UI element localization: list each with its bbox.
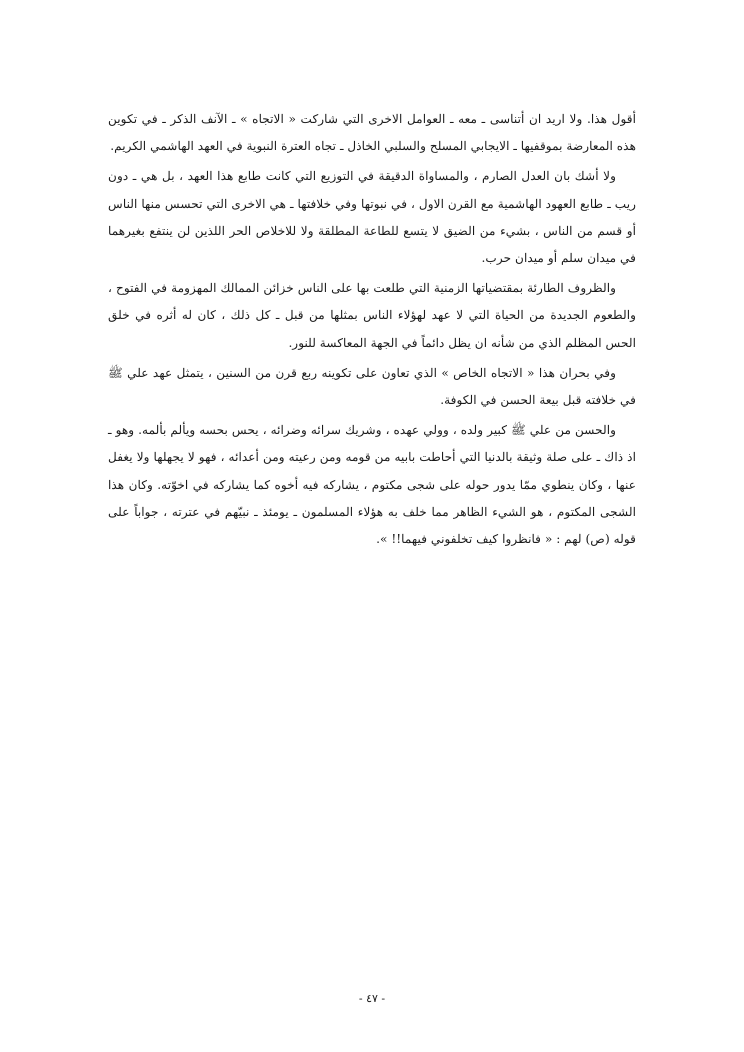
- paragraph: وفي بحران هذا « الاتجاه الخاص » الذي تعاون على تكوينه ربع قرن من السنين ، يتمثل عهد علي ﷺ في خلافته قبل بيعة الحسن في الكوفة.: [108, 365, 636, 408]
- paragraph: ولا أشك بان العدل الصارم ، والمساواة الدقيقة في التوزيع التي كانت طابع هذا العهد ، بل هي ـ دون ريب ـ طابع العهود الهاشمية مع القرن الاول ، في نبوتها وفي خلافتها ـ هي الاخرى التي تحسس منها الناس أو قسم من الناس ، بشيء من الضيق لا يتسع للطاعة المطلقة ولا للاخلاص الحر اللذين لن ينتفع بغيرهما في ميدان سلم أو ميدان حرب.: [108, 169, 636, 266]
- body-text: [108, 106, 636, 556]
- paragraph: والظروف الطارئة بمقتضياتها الزمنية التي طلعت بها على الناس خزائن الممالك المهزومة في الفتوح ، والطعوم الجديدة من الحياة التي لا عهد لهؤلاء الناس بمثلها من قبل ـ كل ذلك ، كان له أثره في خلق الحس المظلم الذي من شأنه ان يظل دائماً في الجهة المعاكسة للنور.: [108, 281, 636, 350]
- paragraph: والحسن من علي ﷺ كبير ولده ، وولي عهده ، وشريك سرائه وضرائه ، يحس بحسه ويألم بألمه. وهو ـ اذ ذاك ـ على صلة وثيقة بالدنيا التي أحاطت بابيه من قومه ومن رعيته ومن أعدائه ، فهو لا يجهلها ولا يغفل عنها ، وكان ينطوي ممّا يدور حوله على شجى مكتوم ، يشاركه فيه أخوه كما يشاركه في اخوّته. وكان هذا الشجى المكتوم ، هو الشيء الظاهر مما خلف به هؤلاء المسلمون ـ يومئذ ـ نبيّهم في عترته ، جواباً على قوله (ص) لهم : « فانظروا كيف تخلفوني فيهما!! ».: [108, 423, 636, 547]
- paragraph: أقول هذا. ولا اريد ان أتناسى ـ معه ـ العوامل الاخرى التي شاركت « الاتجاه » ـ الآنف الذكر ـ في تكوين هذه المعارضة بموقفيها ـ الايجابي المسلح والسلبي الخاذل ـ تجاه العترة النبوية في العهد الهاشمي الكريم.: [108, 112, 636, 154]
- page-number: - ٤٧ -: [358, 992, 386, 1005]
